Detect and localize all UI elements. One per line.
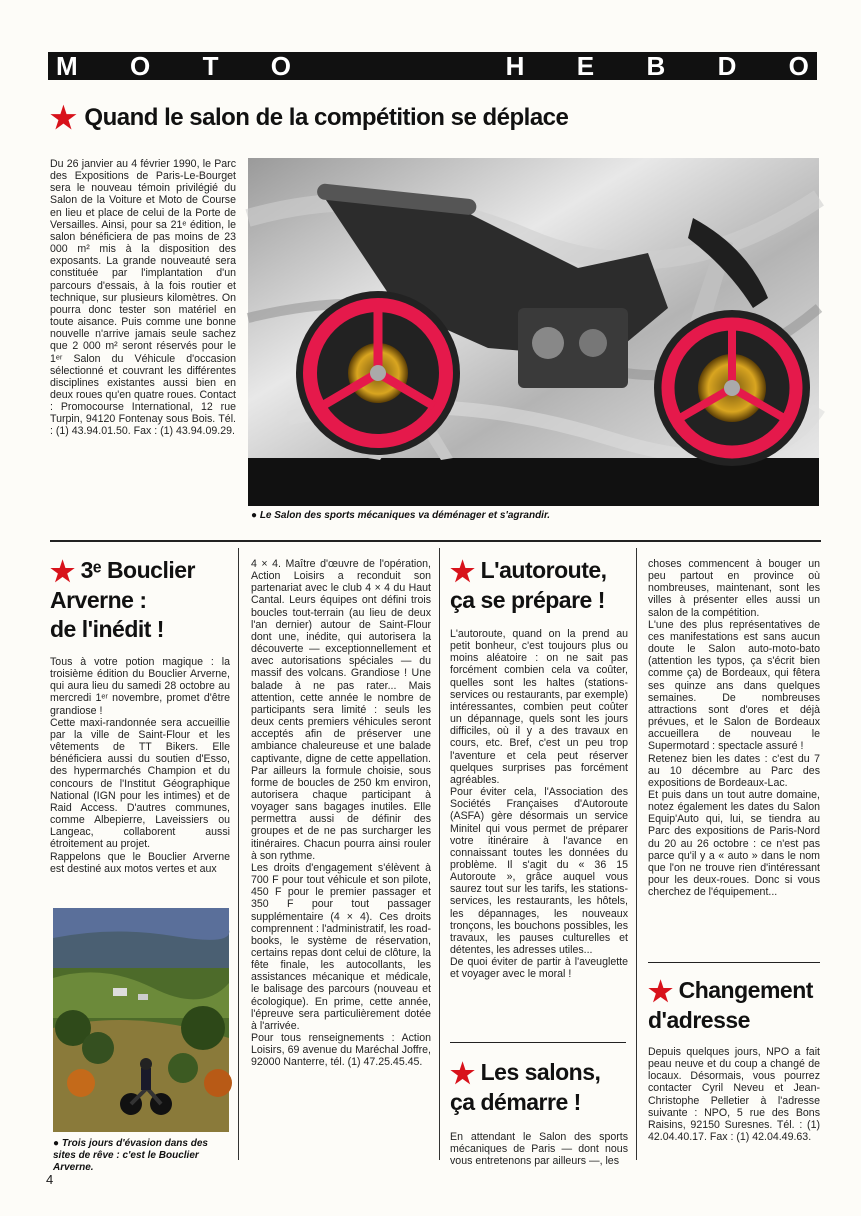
salons-headline (450, 1058, 630, 1117)
bouclier-headline-line: Arverne : (50, 587, 147, 613)
landscape-photo (53, 908, 229, 1132)
adresse-headline-line: Changement (678, 977, 813, 1003)
page-number: 4 (46, 1172, 54, 1187)
salons-headline-line: ça démarre ! (450, 1089, 581, 1115)
banner-letter: O (130, 51, 151, 81)
salon-headline-text: Quand le salon de la compétition se déplace (84, 104, 569, 131)
banner-letter: E (576, 51, 595, 81)
adresse-headline (648, 976, 823, 1035)
banner-letter: O (788, 51, 809, 81)
column-divider (238, 548, 239, 1160)
bouclier-headline-line: 3ᵉ Bouclier (80, 557, 195, 583)
bouclier-body-col2: 4 × 4. Maître d'œuvre de l'opération, Action Loisirs a reconduit son partenariat avec le club 4 × 4 du Haut Cantal. Leurs équipes ont défini trois boucles tout-terrain (au lieu de deux l'an dernier) autour de Saint-Flour dont une, inédite, qui autorisera la découverte — exceptionnellement et avec autorisations spéciales — du massif des volcans. Grandiose ! Une balade à ne pas rater... Mais attention, cette année le nombre de participants sera limité : seuls les deux cents premiers véhicules seront acceptés afin de préserver une ambiance chaleureuse et une balade captivante, digne de cette appellation. Par ailleurs la formule choisie, sous forme de boucles de 250 km environ, autorisera chaque participant à voyager sans bagages inutiles. Elle permettra aussi de définir des groupes et de ne pas surcharger les itinéraires. Chacun pourra ainsi rouler à son rythme. Les droits d'engagement s'élèvent à 700 F pour tout véhicule et son pilote, 450 F pour le premier passager et 350 F pour tout passager supplémentaire (4 × 4). Ces droits comprennent : l'administratif, les road-books, le système de réservation, certains repas dont celui de clôture, la fête finale, les autocollants, les assistances mécanique et médicale, le balisage des parcours (nouveau et écologique). En prime, cette année, l'épreuve sera particulièrement dotée à l'arrivée. Pour tous renseignements : Action Loisirs, 69 avenue du Maréchal Joffre, 92000 Nanterre, tél. (1) 47.25.45.45. (251, 558, 431, 1069)
salons-headline-line: Les salons, (480, 1059, 601, 1085)
section-divider (50, 540, 821, 542)
star-icon: ★ (450, 1058, 475, 1089)
banner-letter: M (56, 51, 78, 81)
star-icon: ★ (50, 556, 75, 587)
adresse-headline-line: d'adresse (648, 1007, 750, 1033)
autoroute-body: L'autoroute, quand on la prend au petit bonheur, c'est toujours plus ou moins aléatoire : on ne sait pas forcément combien cela va coûter, quelles sont les haltes (stations-services ou restaurants, par exemple) intéressantes, combien peut coûter un dépannage, quels sont les jours difficiles, où il y a des travaux en cours, etc. Bref, c'est un peu trop l'aventure et cela peut réserver quelques surprises pas forcément agréables. Pour éviter cela, l'Association des Sociétés Françaises d'Autoroute (ASFA) gère désormais un service Minitel qui vous permet de préparer votre itinéraire à l'avance en connaissant toutes les données du problème. Il s'agit du « 36 15 Autoroute », grâce auquel vous saurez tout sur les tarifs, les stations-services, les restaurants, les hôtels, les dépannages, les nouveaux tronçons, les bouchons possibles, les travaux, les pauses culturelles et détentes, les adresses utiles... De quoi éviter de partir à l'aveuglette et voyager avec le moral ! (450, 628, 628, 981)
star-icon: ★ (450, 556, 475, 587)
column-divider (439, 548, 440, 1160)
bouclier-body-col1: Tous à votre potion magique : la troisième édition du Bouclier Arverne, qui aura lieu du samedi 28 octobre au mercredi 1ᵉʳ novembre, promet d'être grandiose ! Cette maxi-randonnée sera accueillie par la ville de Saint-Flour et les vêtements de TT Bikers. Elle bénéficiera aussi du soutien d'Esso, des hypermarchés Champion et du concours de l'Institut Géographique National (IGN pour les intimes) et de Raid Access. D'autres communes, comme Albepierre, Laveissiers ou Langeac, collaborent aussi étroitement au projet. Rappelons que le Bouclier Arverne est destiné aux motos vertes et aux (50, 656, 230, 875)
column-divider (636, 548, 637, 1160)
motorcycle-photo-drawing (248, 158, 819, 506)
article-divider (648, 962, 820, 963)
autoroute-headline-line: L'autoroute, (480, 557, 607, 583)
bouclier-photo-caption: ● Trois jours d'évasion dans des sites de rêve : c'est le Bouclier Arverne. (53, 1138, 208, 1173)
landscape-photo-drawing (53, 908, 229, 1132)
article-divider (450, 1042, 626, 1043)
banner-letter: D (717, 51, 737, 81)
star-icon: ★ (648, 976, 673, 1007)
section-banner (48, 52, 817, 80)
salon-photo-caption: ● Le Salon des sports mécaniques va déménager et s'agrandir. (251, 510, 551, 521)
salons-body-col4: choses commencent à bouger un peu partout en province où nombreuses, maintenant, sont les villes à présenter elles aussi un salon de la compétition. L'une des plus représentatives de ces manifestations est sans aucun doute le Salon auto-moto-bato (attention les typos, ça s'écrit bien comme ça) de Bordeaux, qui fêtera ses quinze ans dans quelques semaines. De nombreuses attractions sont d'ores et déjà prévues, et le Salon de Bordeaux accueillera de nouveau le Supermotard : spectacle assuré ! Retenez bien les dates : c'est du 7 au 10 décembre au Parc des expositions de Bordeaux-Lac. Et puis dans un tout autre domaine, notez également les dates du Salon Equip'Auto qui, lui, se tiendra au Parc des expositions de Paris-Nord du 20 au 26 octobre : ce n'est pas parce qu'il y a « auto » dans le nom que l'on ne trouve rien d'intéressant pour les deux-roues. Donc si vous cherchez de l'équipement... (648, 558, 820, 899)
bouclier-headline-line: de l'inédit ! (50, 616, 164, 642)
banner-letter: O (270, 51, 292, 81)
motorcycle-photo (248, 158, 819, 506)
autoroute-headline-line: ça se prépare ! (450, 587, 605, 613)
salon-headline (50, 102, 568, 135)
banner-letter: H (505, 51, 525, 81)
salons-body-col3: En attendant le Salon des sports mécaniques de Paris — dont nous vous entretenons par ailleurs —, les (450, 1131, 631, 1168)
banner-letter: B (646, 51, 666, 81)
star-icon: ★ (50, 102, 77, 135)
adresse-body: Depuis quelques jours, NPO a fait peau neuve et du coup a changé de locaux. Désormais, vous pourrez contacter Cyril Neveu et Jean-Christophe Pelletier à l'adresse suivante : NPO, 5 rue des Bons Raisins, 92150 Suresnes. Tél. : (1) 42.04.40.17. Fax : (1) 42.04.49.63. (648, 1046, 823, 1144)
salon-body: Du 26 janvier au 4 février 1990, le Parc des Expositions de Paris-Le-Bourget sera le nouveau témoin privilégié du Salon de la Voiture et Moto de Course en lieu et place de celui de la Porte de Versailles. Ainsi, pour sa 21ᵉ édition, le salon bénéficiera de pas moins de 23 000 m² mis à la disposition des exposants. La grande nouveauté sera constituée par l'implantation d'un parcours d'essais, à la fois routier et technique, sur plusieurs kilomètres. On pourra donc tester son matériel en toute aisance. Puis comme une bonne nouvelle n'arrive jamais seule sachez que 2 000 m² seront réservés pour le 1ᵉʳ Salon du Véhicule d'occasion sélectionné et couvrant les différentes disciplines existantes aussi bien en deux roues qu'en quatre roues. Contact : Promocourse International, 12 rue Turpin, 94120 Fontenay sous Bois. Tél. : (1) 43.94.01.50. Fax : (1) 43.94.09.29. (50, 158, 239, 438)
bouclier-headline (50, 556, 236, 644)
autoroute-headline (450, 556, 630, 615)
banner-letter: T (202, 51, 219, 81)
